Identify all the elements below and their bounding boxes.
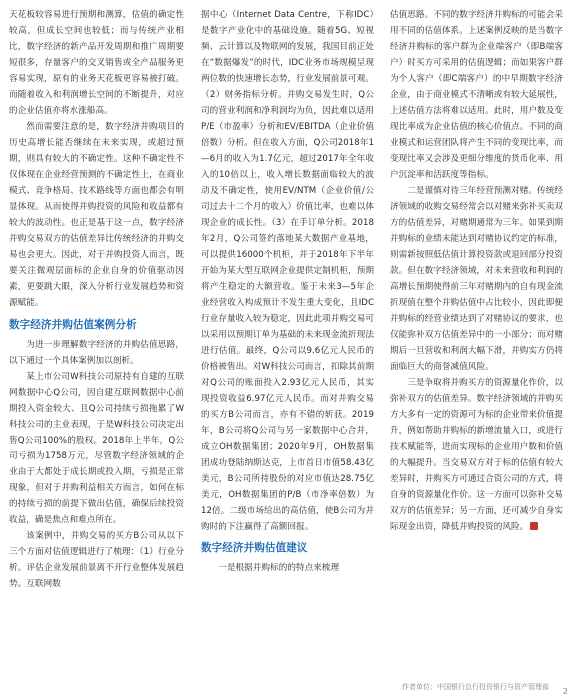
text-column-3 [390,8,563,535]
author-affiliation: 作者单位：中国银行总行投资银行与资产管理部 [402,683,549,691]
paragraph: 为进一步理解数字经济的并购估值思路，以下通过一个具体案例加以剖析。 [9,339,184,366]
text-column-1 [9,8,184,593]
paragraph-final-text: 三是争取将并购买方的资源量化作价，以弥补双方的估值差异。数字经济领域的并购买方大多有一定的资源可为标的企业带来价值提升，例如帮助并购标的新增流量入口，或进行技术赋能等，进而实现标的企业用户数和价值的大幅提升。当交易双方对于标的估值有较大差异时，并购买方可通过合资公司的方式，将自身的资源量化作价。这一方面可以弥补交易双方的估值差异；另一方面，还可减少自身实际现金出资，降低并购投资的风险。 [390,377,563,532]
paragraph: 该案例中，并购交易的买方B公司从以下三个方面对估值逻辑进行了梳理：（1）行业分析。评估企业发展前景离不开行业整体发展趋势。互联网数 [9,531,184,590]
paragraph: 一是根据并购标的的特点来梳理 [218,563,340,574]
section-heading-case-analysis: 数字经济并购估值案例分析 [9,318,137,331]
end-of-article-icon [530,522,538,530]
page-number: 2 [562,687,568,696]
section-heading-suggestions: 数字经济并购估值建议 [201,542,308,555]
paragraph: 估值思路。不同的数字经济并购标的可能会采用不同的估值体系。上述案例反映的是当数字经济并购标的客户群为企业端客户（即B端客户）时买方可采用的估值逻辑；而如果客户群为个人客户（即C端客户）的中早期数字经济企业，由于商业模式不清晰或有较大延展性，上述估值方法将难以适用。此时，用户数及变现比率成为企业估值的核心价值点。不同的商业模式和运营团队将产生不同的变现比率，而变现比率又会涉及更细分维度的货币化率、用户沉淀率和活跃度等指标。 [390,10,563,180]
paragraph: 二是谨慎对待三年经营预测对赌。传统经济领域的收购交易经常会以对赌来弥补买卖双方的估值差异，对赌期通常为三年。如果到期并购标的业绩未能达到对赌协议约定的标准，则需新按照低估值计算投资款或退回部分投资款。但在数字经济领域，对未来营收和利润的高增长预期使得前三年对赌期内的自有现金流折现值在整个并购估值中占比较小，因此即便并购标的经营业绩达到了对赌协议的要求，也仅能弥补双方估值差异中的一小部分；而对赌期后一旦营收和利润大幅下滑，并购实方仍将面临巨大的商誉减值风险。 [390,185,563,372]
paragraph: 然而需要注意的是，数字经济并购项目的历史高增长能否继续在未来实现，或超过预期，则具有较大的不确定性。这种不确定性不仅体现在企业经营预测的不确定性上，在商业模式、竞争格局、技术路线等方面也都会有明显体现。从而使得并购投资的风险和收益都有较大的波动性。也正是基于这一点，数字经济并购交易双方的估值差异比传统经济的并购交易也会更大。因此，对于并购投资人而言，既要关注微观层面标的企业自身的价值驱动因素，更要跳大眼，深入分析行业发展趋势和资源赋能。 [9,121,184,308]
paragraph: 天花板较容易进行预期和测算，估值的确定性较高，但成长空间也较低；而与传统产业相比，数字经济的新产品开发周期和推广周期要短很多，存量客户的交叉销售或全产品服务更容易实现，原有的业务天花板更容易被打破。而随着收入和利润增长空间的不断提升，对应的企业估值亦将水涨船高。 [9,10,184,116]
text-column-2 [201,8,374,577]
paragraph: 据中心（Internet Data Centre，下称IDC）是数字产业化中的基础设施。随着5G、短视频、云计算以及物联网的发展，我国目前正处在“数据爆发”的时代，IDC业务市场规模呈现两位数的快速增长态势，行业发展前景可观。（2）财务指标分析。并购交易发生时，Q公司的营业利润和净利润均为负，因此难以适用P/E（市盈率）分析和EV/EBITDA（企业价值倍数）分析。但在收入方面，Q公司2018年1—6月的收入为1.7亿元，超过2017年全年收入的10倍以上，收入增长数据面临较大的波动及不确定性，使用EV/NTM（企业价值/公司过去十二个月的收入）价值比率，也难以体现企业的成长性。（3）在手订单分析。2018年2月，Q公司签约落地某大数据产业基地，可以提供16000个机柜，并于2018年下半年开始为某大型互联网企业提供定制机柜，预期将产生稳定的大额营收。鉴于未来3—5年企业经营收入构成预计不发生重大变化，且IDC行业存量收入较为稳定，因此此项并购交易可以采用以预期订单为基础的未来现金流折现法进行估值。最终，Q公司以9.6亿元人民币的价格被售出。对W科技公司而言，扣除其前期对Q公司的账面投入2.93亿元人民币，其实现投资收益6.97亿元人民币。而对并购交易的买方B公司而言，亦有不错的斩获。2019年，B公司将Q公司与另一家数据中心合并，成立OH数据集团；2020年9月，OH数据集团成功登陆纳斯达克，上市首日市值58.43亿美元，B公司所持股份的对应市值达28.75亿美元，OH数据集团的P/B（市净率倍数）为12倍。二级市场给出的高估值，使B公司为并购时的下注赢得了高额回报。 [201,10,374,532]
paragraph: 某上市公司W科技公司原持有自建的互联网数据中心Q公司，因自建互联网数据中心前期投入资金较大、且Q公司持续亏损拖累了W科技公司的主业表现，于是W科技公司决定出售Q公司100%的股权。2018年上半年，Q公司亏损为1758万元，尽管数字经济领域的企业由于大都处于成长期或投入期，亏损是正常现象，但对于并购利益相关方而言，如何在标的持续亏损的前提下做出估值，确保后续投资收益，确是焦点和难点所在。 [9,371,184,526]
paragraph-final [390,376,563,536]
